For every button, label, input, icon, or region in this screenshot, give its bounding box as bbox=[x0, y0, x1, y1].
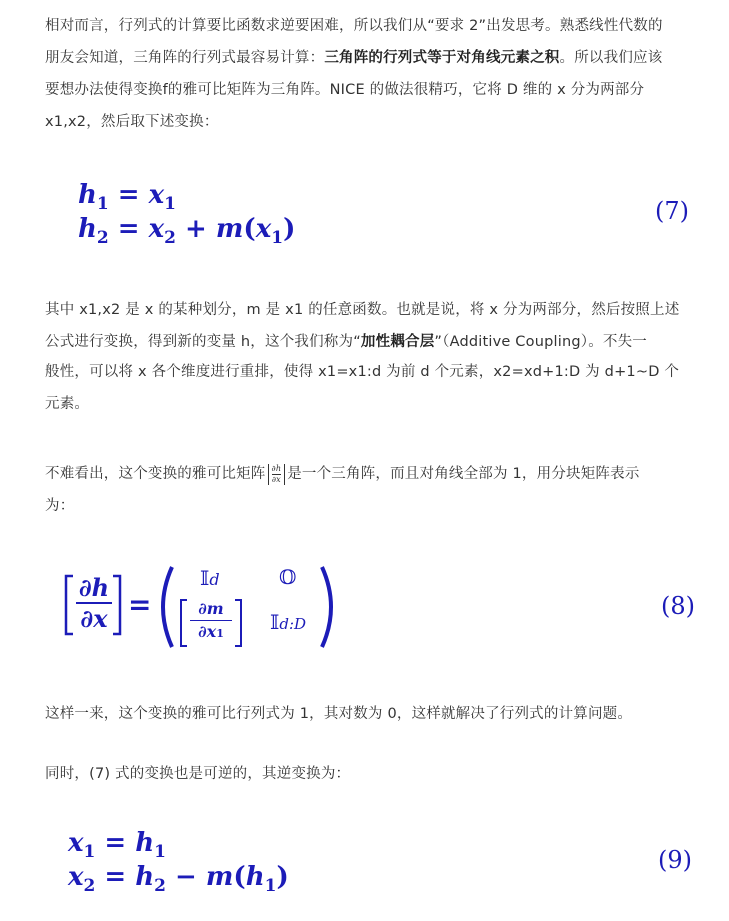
bold-text: 三角阵的行列式等于对角线元素之积 bbox=[324, 50, 560, 66]
math-subscript: 2 bbox=[96, 228, 109, 248]
dm-fraction bbox=[190, 598, 232, 645]
math-symbol: x bbox=[148, 180, 165, 210]
text-span: 公式进行变换，得到新的变量 h，这个我们称为“ bbox=[45, 334, 361, 350]
zero-block: 𝕆 bbox=[279, 565, 297, 589]
paragraph-3-line-2: 为： bbox=[45, 498, 75, 514]
equation-9-row-1 bbox=[68, 828, 166, 862]
fraction-numerator: ∂h bbox=[76, 574, 112, 604]
text-span: 朋友会知道，三角阵的行列式最容易计算： bbox=[45, 50, 325, 66]
paragraph-5: 同时，(7) 式的变换也是可逆的，其逆变换为： bbox=[45, 766, 351, 782]
fraction-denominator: ∂x bbox=[80, 604, 108, 633]
fraction-denominator: ∂x bbox=[271, 474, 281, 484]
math-operator: − bbox=[166, 862, 206, 892]
paragraph-2-line-2 bbox=[45, 328, 710, 356]
math-subscript: 1 bbox=[271, 228, 284, 248]
text-span: 不难看出，这个变换的雅可比矩阵 bbox=[45, 466, 266, 482]
math-symbol: h bbox=[135, 828, 155, 858]
math-operator: = bbox=[108, 214, 149, 244]
lhs-fraction bbox=[76, 574, 112, 634]
fraction-numerator: ∂m bbox=[190, 598, 232, 621]
math-symbol: h bbox=[78, 180, 97, 210]
math-operator: + bbox=[176, 214, 216, 244]
equation-7-number: (7) bbox=[655, 197, 689, 225]
paragraph-1-line-3: 要想办法使得变换f的雅可比矩阵为三角阵。NICE 的做法很精巧，它将 D 维的 x 分为两部分 bbox=[45, 82, 645, 98]
math-subscript: 1 bbox=[96, 194, 109, 214]
paragraph-2-line-4: 元素。 bbox=[45, 396, 90, 412]
fraction-denominator: ∂x bbox=[198, 622, 217, 641]
math-subscript: 2 bbox=[83, 876, 96, 896]
math-operator: = bbox=[95, 862, 136, 892]
math-symbol: x bbox=[255, 214, 272, 244]
paragraph-1-line-1: 相对而言，行列式的计算要比函数求逆要困难，所以我们从“要求 2”出发思考。熟悉线性代数的 bbox=[45, 18, 663, 34]
math-subscript: d bbox=[209, 570, 220, 589]
paragraph-2-line-3: 般性，可以将 x 各个维度进行重排，使得 x1=x1:d 为前 d 个元素，x2=xd+1:D 为 d+1~D 个 bbox=[45, 364, 680, 380]
identity-block-dD bbox=[270, 610, 306, 634]
text-span: 是一个三角阵，而且对角线全部为 1，用分块矩阵表示 bbox=[287, 466, 640, 482]
math-symbol: h bbox=[245, 862, 265, 892]
math-subscript: 1 bbox=[216, 627, 224, 640]
paragraph-2-line-1: 其中 x1,x2 是 x 的某种划分，m 是 x1 的任意函数。也就是说，将 x 分为两部分，然后按照上述 bbox=[45, 302, 680, 318]
equation-8-number: (8) bbox=[661, 592, 695, 620]
math-symbol: 𝕀 bbox=[200, 566, 210, 590]
math-paren: ) bbox=[283, 214, 296, 244]
text-span: ”（Additive Coupling）。不失一 bbox=[434, 334, 648, 350]
equation-7-row-2 bbox=[78, 214, 296, 248]
paragraph-4: 这样一来，这个变换的雅可比行列式为 1，其对数为 0，这样就解决了行列式的计算问题。 bbox=[45, 706, 633, 722]
math-paren: ) bbox=[276, 862, 289, 892]
paragraph-1-line-4: x1,x2，然后取下述变换： bbox=[45, 114, 219, 130]
bold-text: 加性耦合层 bbox=[360, 334, 435, 350]
equation-7-row-1 bbox=[78, 180, 176, 214]
math-symbol: x bbox=[68, 862, 84, 892]
paragraph-1-line-2 bbox=[45, 44, 710, 72]
fraction-numerator: ∂h bbox=[271, 463, 282, 473]
math-subscript: 1 bbox=[83, 842, 96, 862]
equation-9-row-2 bbox=[68, 862, 289, 896]
math-subscript: 2 bbox=[164, 228, 176, 248]
identity-block-d bbox=[200, 566, 220, 590]
math-symbol: m bbox=[205, 862, 234, 892]
math-symbol: h bbox=[78, 214, 97, 244]
math-symbol: x bbox=[68, 828, 84, 858]
math-paren: ( bbox=[233, 862, 246, 892]
math-subscript: 2 bbox=[154, 876, 166, 896]
math-subscript: 1 bbox=[264, 876, 277, 896]
math-operator: = bbox=[128, 588, 152, 621]
math-paren: ( bbox=[243, 214, 256, 244]
math-symbol: x bbox=[148, 214, 165, 244]
math-operator: = bbox=[95, 828, 136, 858]
math-subscript: 1 bbox=[154, 842, 166, 862]
math-symbol: h bbox=[135, 862, 155, 892]
math-operator: = bbox=[108, 180, 149, 210]
math-subscript: 1 bbox=[164, 194, 176, 214]
text-span: 。所以我们应该 bbox=[559, 50, 663, 66]
math-symbol: m bbox=[215, 214, 244, 244]
equation-9-number: (9) bbox=[658, 846, 692, 874]
math-symbol: 𝕀 bbox=[270, 610, 280, 634]
inline-jacobian-fraction bbox=[268, 464, 286, 485]
math-subscript: d:D bbox=[279, 615, 307, 633]
paragraph-3-line-1 bbox=[45, 460, 710, 488]
